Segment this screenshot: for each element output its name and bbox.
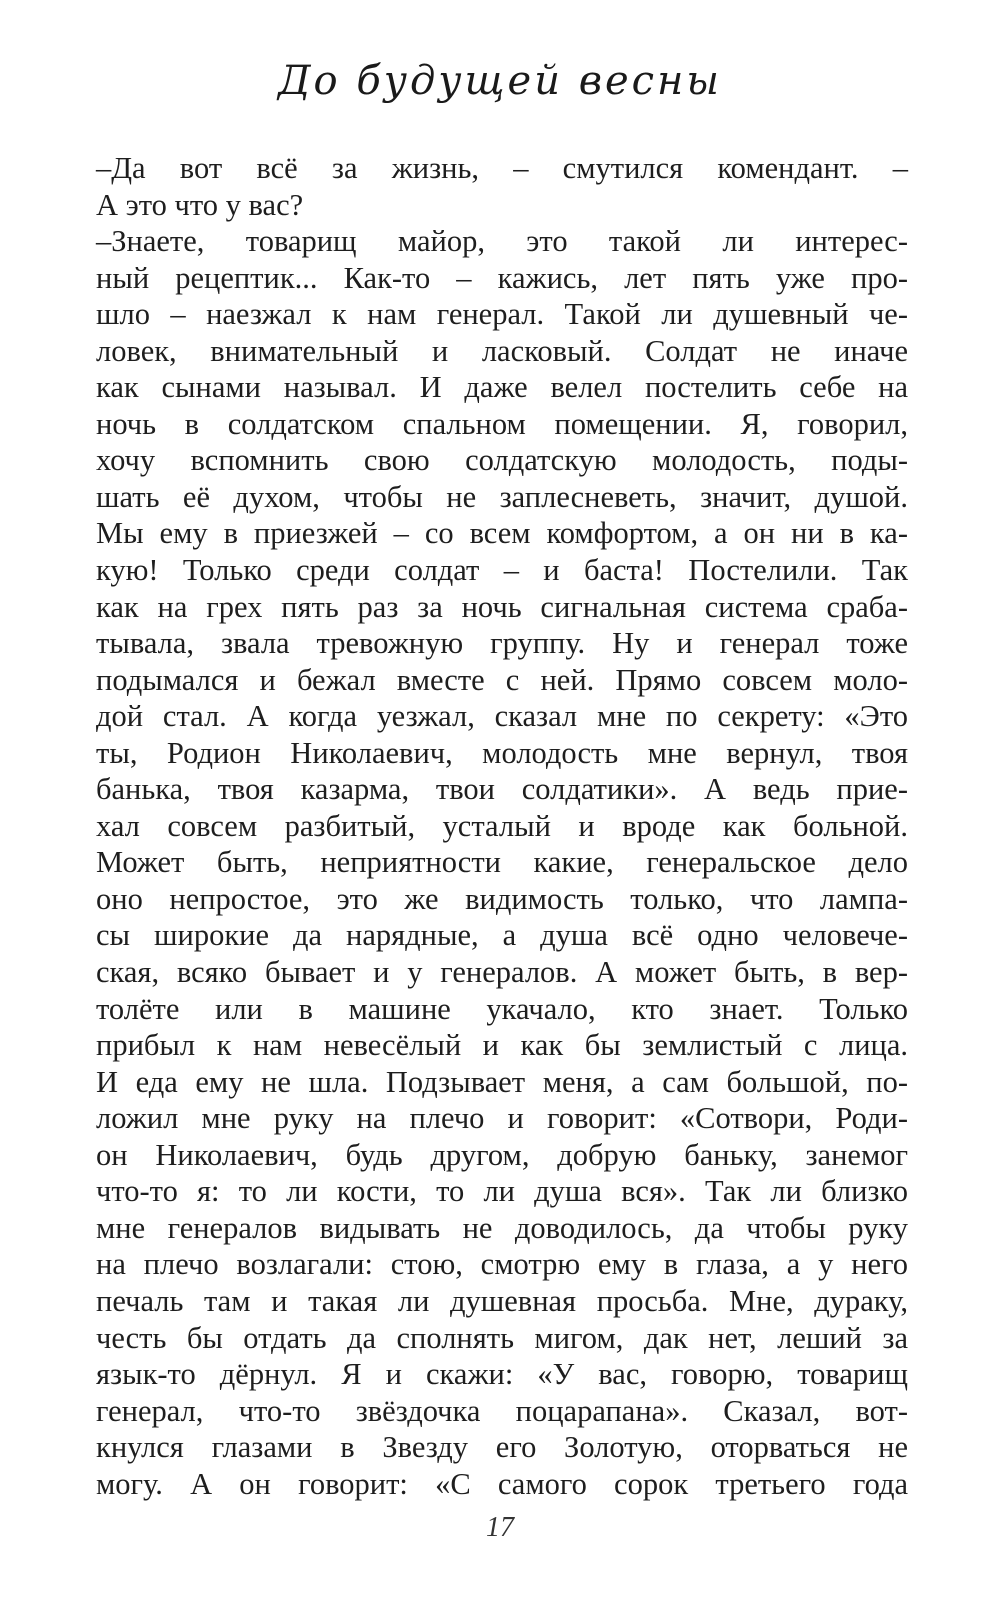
text-line: шло – наезжал к нам генерал. Такой ли душевный че- <box>96 297 908 332</box>
text-line: ты, Родион Николаевич, молодость мне вернул, твоя <box>96 735 908 770</box>
text-line: прибыл к нам невесёлый и как бы землистый с лица. <box>96 1028 908 1063</box>
text-line: шать её духом, чтобы не заплесневеть, значит, душой. <box>96 479 908 514</box>
running-head: До будущей весны <box>278 58 722 104</box>
text-line: мне генералов видывать не доводилось, да чтобы руку <box>96 1210 908 1245</box>
text-line: ночь в солдатском спальном помещении. Я, говорил, <box>96 406 908 441</box>
text-line: тывала, звала тревожную группу. Ну и генерал тоже <box>96 626 908 661</box>
text-line: ный рецептик... Как-то – кажись, лет пять уже про- <box>96 260 908 295</box>
text-line: дой стал. А когда уезжал, сказал мне по секрету: «Это <box>96 699 908 734</box>
text-line: генерал, что-то звёздочка поцарапана». Сказал, вот- <box>96 1393 908 1428</box>
text-line: честь бы отдать да сполнять мигом, дак нет, леший за <box>96 1320 908 1355</box>
text-line: Мы ему в приезжей – со всем комфортом, а он ни в ка- <box>96 516 908 551</box>
text-line: ская, всяко бывает и у генералов. А может быть, в вер- <box>96 955 908 990</box>
text-line: И еда ему не шла. Подзывает меня, а сам большой, по- <box>96 1064 908 1099</box>
text-line: банька, твоя казарма, твои солдатики». А ведь прие- <box>96 772 908 807</box>
text-line: хал совсем разбитый, усталый и вроде как больной. <box>96 808 908 843</box>
text-line: он Николаевич, будь другом, добрую баньку, занемог <box>96 1137 908 1172</box>
text-line: как на грех пять раз за ночь сигнальная система сраба- <box>96 589 908 624</box>
text-line: толёте или в машине укачало, кто знает. Только <box>96 991 908 1026</box>
text-line: ловек, внимательный и ласковый. Солдат не иначе <box>96 333 908 368</box>
text-line: язык-то дёрнул. Я и скажи: «У вас, говорю, товарищ <box>96 1357 908 1392</box>
text-line: как сынами называл. И даже велел постелить себе на <box>96 370 908 405</box>
text-line: что-то я: то ли кости, то ли душа вся». Так ли близко <box>96 1174 908 1209</box>
text-line: кую! Только среди солдат – и баста! Постелили. Так <box>96 553 908 588</box>
text-line: А это что у вас? <box>96 187 304 222</box>
page-number: 17 <box>486 1512 514 1543</box>
text-line: ложил мне руку на плечо и говорит: «Сотвори, Роди- <box>96 1101 908 1136</box>
text-line: –Да вот всё за жизнь, – смутился комендант. – <box>96 151 908 185</box>
text-line: сы широкие да нарядные, а душа всё одно человече- <box>96 918 908 953</box>
text-line: оно непростое, это же видимость только, что лампа- <box>96 881 908 916</box>
body-text <box>96 150 908 1502</box>
text-line: на плечо возлагали: стою, смотрю ему в глаза, а у него <box>96 1247 908 1282</box>
text-line: Может быть, неприятности какие, генеральское дело <box>96 845 908 880</box>
text-line: подымался и бежал вместе с ней. Прямо совсем моло- <box>96 662 908 697</box>
text-line: кнулся глазами в Звезду его Золотую, оторваться не <box>96 1430 908 1465</box>
text-line: печаль там и такая ли душевная просьба. Мне, дураку, <box>96 1283 908 1318</box>
text-line: хочу вспомнить свою солдатскую молодость, поды- <box>96 443 908 478</box>
text-line: –Знаете, товарищ майор, это такой ли интерес- <box>96 224 908 259</box>
text-line: могу. А он говорит: «С самого сорок третьего года <box>96 1466 908 1501</box>
